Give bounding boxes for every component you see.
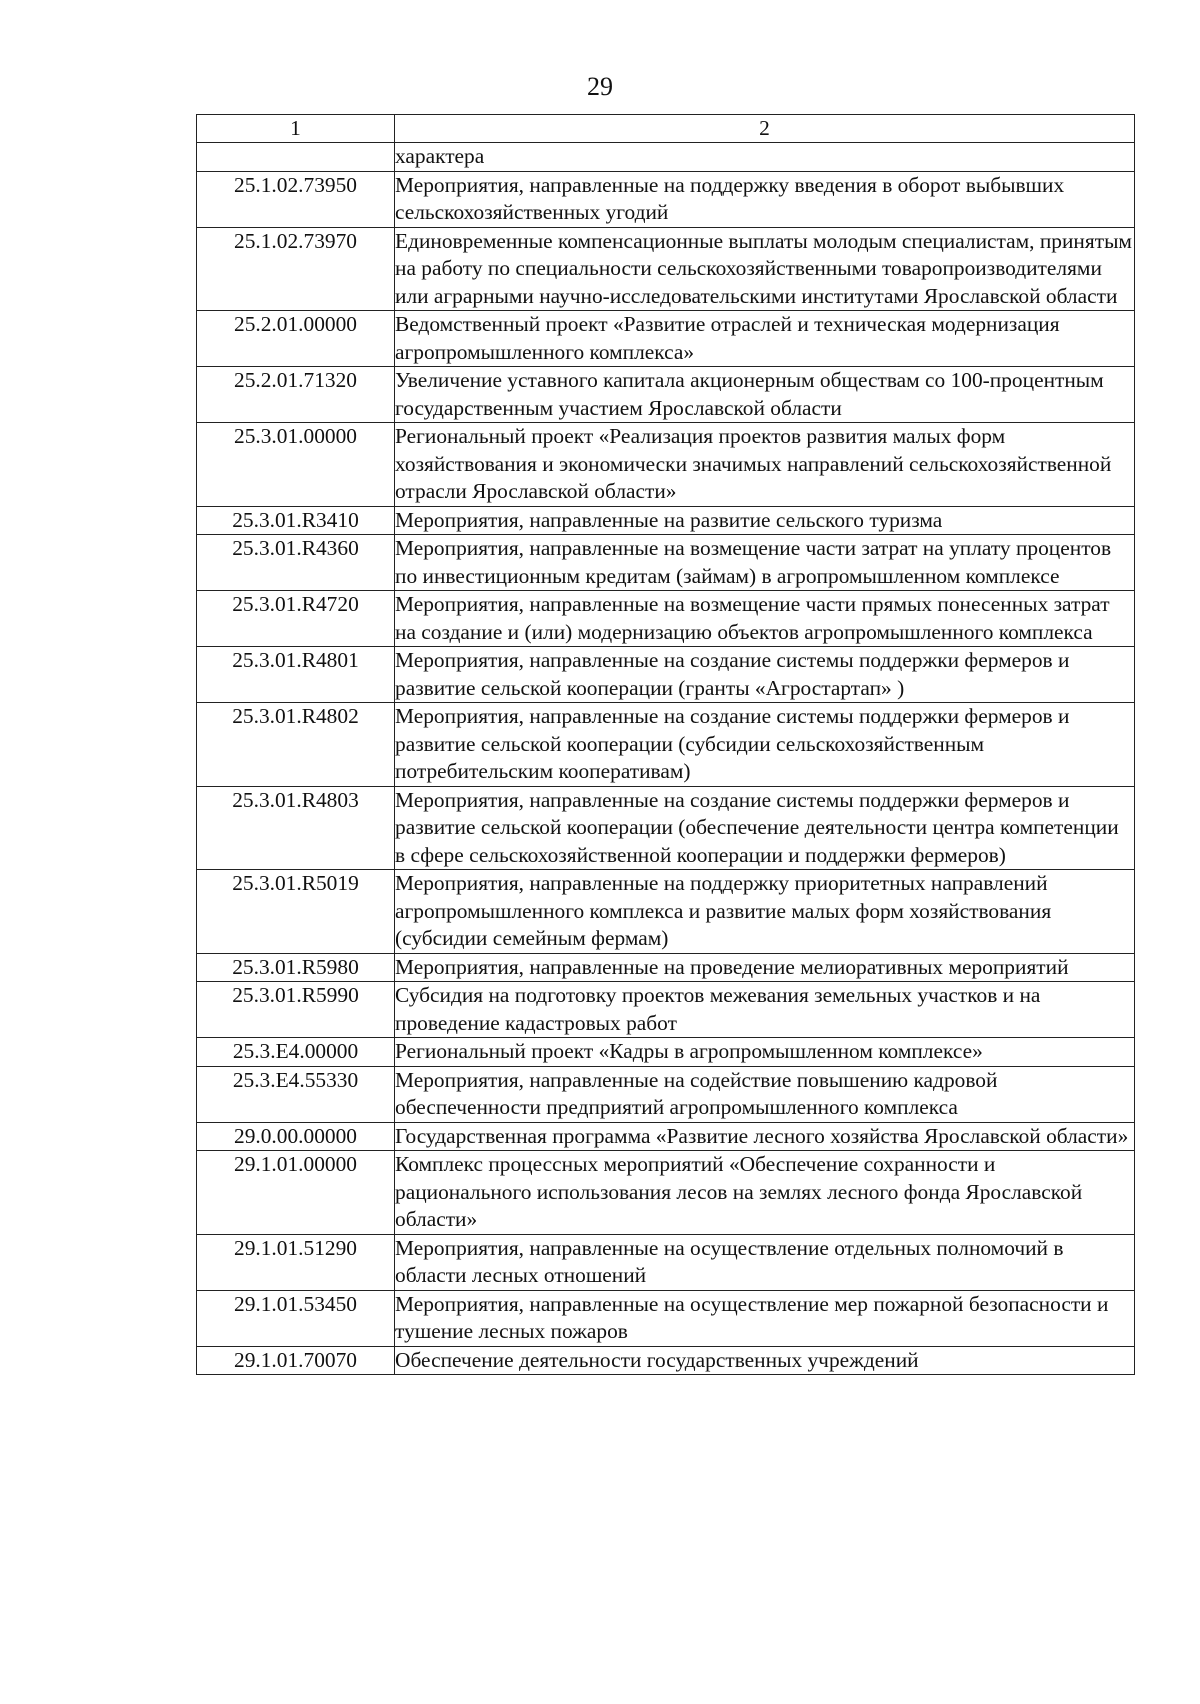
row-description: Мероприятия, направленные на возмещение части прямых понесенных затрат на создание и (или) модернизацию объектов агропромышленного комплекса bbox=[395, 591, 1135, 647]
table-row bbox=[197, 647, 1135, 703]
table-row bbox=[197, 982, 1135, 1038]
table-row bbox=[197, 311, 1135, 367]
row-code: 25.3.01.R4802 bbox=[197, 703, 395, 787]
table-row bbox=[197, 367, 1135, 423]
column-header-2: 2 bbox=[395, 115, 1135, 143]
table-body bbox=[197, 143, 1135, 1375]
row-code: 29.1.01.70070 bbox=[197, 1346, 395, 1375]
table-row bbox=[197, 1038, 1135, 1067]
row-description: Мероприятия, направленные на проведение мелиоративных мероприятий bbox=[395, 953, 1135, 982]
row-code: 29.1.01.53450 bbox=[197, 1290, 395, 1346]
row-description: Мероприятия, направленные на возмещение части затрат на уплату процентов по инвестиционным кредитам (займам) в агропромышленном комплексе bbox=[395, 535, 1135, 591]
row-code: 25.3.01.R5990 bbox=[197, 982, 395, 1038]
row-code: 25.3.01.R3410 bbox=[197, 506, 395, 535]
table-row bbox=[197, 227, 1135, 311]
row-description: характера bbox=[395, 143, 1135, 172]
row-code: 25.2.01.00000 bbox=[197, 311, 395, 367]
row-description: Мероприятия, направленные на осуществление отдельных полномочий в области лесных отношений bbox=[395, 1234, 1135, 1290]
row-description: Мероприятия, направленные на развитие сельского туризма bbox=[395, 506, 1135, 535]
row-code: 29.1.01.51290 bbox=[197, 1234, 395, 1290]
row-code: 25.1.02.73970 bbox=[197, 227, 395, 311]
row-description: Региональный проект «Кадры в агропромышленном комплексе» bbox=[395, 1038, 1135, 1067]
table-row bbox=[197, 786, 1135, 870]
row-description: Мероприятия, направленные на осуществление мер пожарной безопасности и тушение лесных пожаров bbox=[395, 1290, 1135, 1346]
table-row bbox=[197, 423, 1135, 507]
row-description: Увеличение уставного капитала акционерным обществам со 100-процентным государственным участием Ярославской области bbox=[395, 367, 1135, 423]
page-number: 29 bbox=[587, 72, 613, 101]
table-row bbox=[197, 1122, 1135, 1151]
row-description: Мероприятия, направленные на создание системы поддержки фермеров и развитие сельской кооперации (гранты «Агростартап» ) bbox=[395, 647, 1135, 703]
row-description: Обеспечение деятельности государственных учреждений bbox=[395, 1346, 1135, 1375]
row-code: 25.3.E4.00000 bbox=[197, 1038, 395, 1067]
row-description: Единовременные компенсационные выплаты молодым специалистам, принятым на работу по специальности сельскохозяйственными товаропроизводителями или аграрными научно-исследовательскими институтами Ярославской области bbox=[395, 227, 1135, 311]
row-code: 25.2.01.71320 bbox=[197, 367, 395, 423]
row-code: 25.3.E4.55330 bbox=[197, 1066, 395, 1122]
row-code: 29.1.01.00000 bbox=[197, 1151, 395, 1235]
table-row bbox=[197, 535, 1135, 591]
table-row bbox=[197, 703, 1135, 787]
table-row bbox=[197, 171, 1135, 227]
budget-classification-table bbox=[196, 114, 1135, 1375]
table-row bbox=[197, 1290, 1135, 1346]
table-row bbox=[197, 506, 1135, 535]
row-description: Комплекс процессных мероприятий «Обеспечение сохранности и рационального использования лесов на землях лесного фонда Ярославской области» bbox=[395, 1151, 1135, 1235]
row-description: Ведомственный проект «Развитие отраслей и техническая модернизация агропромышленного комплекса» bbox=[395, 311, 1135, 367]
row-description: Государственная программа «Развитие лесного хозяйства Ярославской области» bbox=[395, 1122, 1135, 1151]
row-code: 25.3.01.R5980 bbox=[197, 953, 395, 982]
table-row bbox=[197, 143, 1135, 172]
column-header-1: 1 bbox=[197, 115, 395, 143]
table-row bbox=[197, 1234, 1135, 1290]
table-row bbox=[197, 591, 1135, 647]
row-code: 25.3.01.R4801 bbox=[197, 647, 395, 703]
table-row bbox=[197, 1151, 1135, 1235]
row-description: Мероприятия, направленные на содействие повышению кадровой обеспеченности предприятий агропромышленного комплекса bbox=[395, 1066, 1135, 1122]
row-code: 29.0.00.00000 bbox=[197, 1122, 395, 1151]
row-description: Региональный проект «Реализация проектов развития малых форм хозяйствования и экономически значимых направлений сельскохозяйственной отрасли Ярославской области» bbox=[395, 423, 1135, 507]
row-code: 25.3.01.R4720 bbox=[197, 591, 395, 647]
row-code bbox=[197, 143, 395, 172]
row-description: Мероприятия, направленные на поддержку приоритетных направлений агропромышленного комплекса и развитие малых форм хозяйствования (субсидии семейным фермам) bbox=[395, 870, 1135, 954]
table-header-row bbox=[197, 115, 1135, 143]
row-code: 25.1.02.73950 bbox=[197, 171, 395, 227]
row-description: Субсидия на подготовку проектов межевания земельных участков и на проведение кадастровых работ bbox=[395, 982, 1135, 1038]
row-description: Мероприятия, направленные на создание системы поддержки фермеров и развитие сельской кооперации (субсидии сельскохозяйственным потребительским кооперативам) bbox=[395, 703, 1135, 787]
table-row bbox=[197, 953, 1135, 982]
row-code: 25.3.01.00000 bbox=[197, 423, 395, 507]
table-row bbox=[197, 1066, 1135, 1122]
table-row bbox=[197, 870, 1135, 954]
table-row bbox=[197, 1346, 1135, 1375]
row-code: 25.3.01.R4360 bbox=[197, 535, 395, 591]
row-code: 25.3.01.R4803 bbox=[197, 786, 395, 870]
row-code: 25.3.01.R5019 bbox=[197, 870, 395, 954]
row-description: Мероприятия, направленные на создание системы поддержки фермеров и развитие сельской кооперации (обеспечение деятельности центра компетенции в сфере сельскохозяйственной кооперации и поддержки фермеров) bbox=[395, 786, 1135, 870]
row-description: Мероприятия, направленные на поддержку введения в оборот выбывших сельскохозяйственных угодий bbox=[395, 171, 1135, 227]
